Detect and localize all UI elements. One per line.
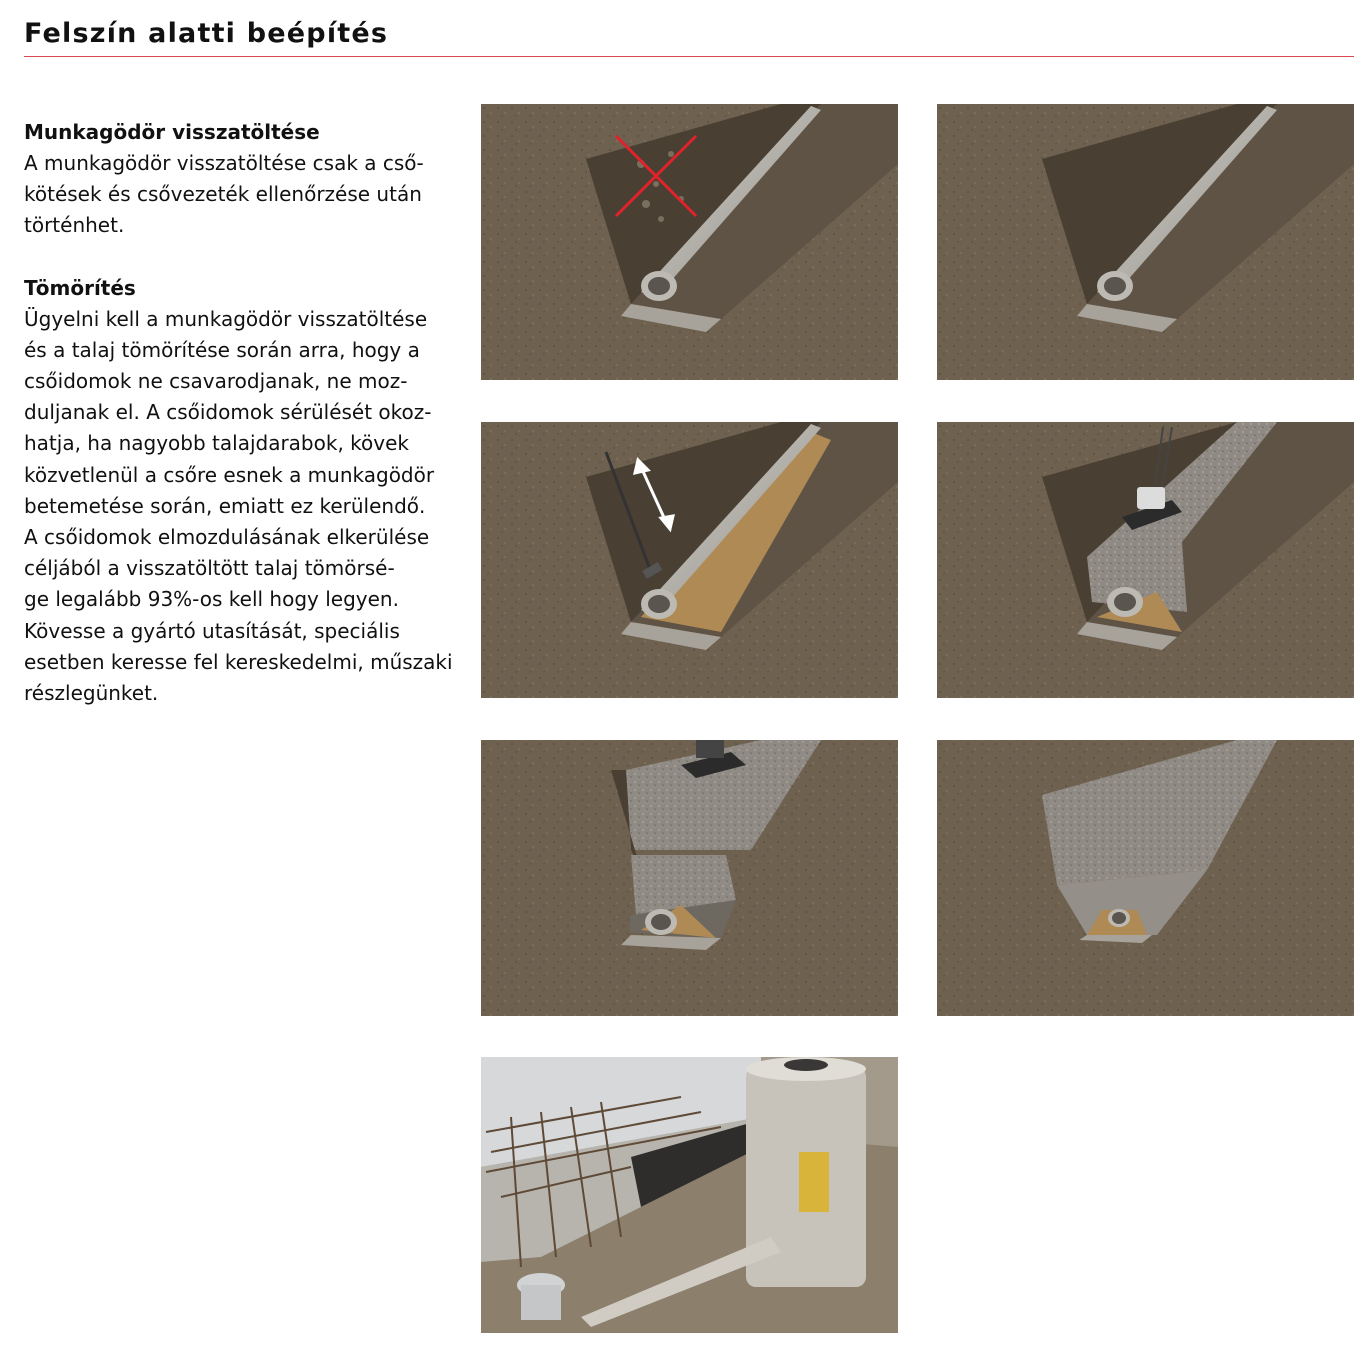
figure-pipe-bedding — [937, 104, 1354, 380]
section-heading-compaction: Tömörítés — [24, 275, 136, 300]
figure-side-compaction — [481, 422, 898, 698]
site-photo — [481, 1057, 898, 1333]
compaction-text-line: ge legalább 93%-os kell hogy legyen. — [24, 587, 399, 612]
compaction-text-line: Kövesse a gyártó utasítását, speciális — [24, 618, 400, 643]
figure-backfill-wrong — [481, 104, 898, 380]
figure-plate-compactor — [937, 422, 1354, 698]
backfill-text-line: A munkagödör visszatöltése csak a cső- — [24, 151, 424, 175]
compaction-text-line: duljanak el. A csőidomok sérülését okoz- — [24, 400, 432, 425]
compaction-text-line: részlegünket. — [24, 681, 159, 706]
compaction-text-line: Ügyelni kell a munkagödör visszatöltése — [24, 306, 428, 331]
compaction-text-line: és a talaj tömörítése során arra, hogy a — [24, 337, 420, 362]
compaction-text-line: hatja, ha nagyobb talajdarabok, kövek — [24, 431, 409, 456]
compaction-text-line: esetben keresse fel kereskedelmi, műszaki — [24, 649, 453, 674]
figure-finished-backfill — [937, 740, 1354, 1016]
text-column — [24, 117, 464, 709]
compaction-text-line: közvetlenül a csőre esnek a munkagödör — [24, 462, 435, 487]
title-divider — [24, 56, 1354, 57]
figure-layered-backfill — [481, 740, 898, 1016]
compaction-text-line: csőidomok ne csavarodjanak, ne moz- — [24, 369, 408, 394]
compaction-text-line: céljából a visszatöltött talaj tömörsé- — [24, 556, 395, 581]
page-title: Felszín alatti beépítés — [24, 18, 389, 49]
backfill-text-line: történhet. — [24, 213, 125, 238]
section-heading-backfill: Munkagödör visszatöltése — [24, 120, 320, 144]
compaction-text-line: A csőidomok elmozdulásának elkerülése — [24, 525, 430, 550]
backfill-text-line: kötések és csővezeték ellenőrzése után — [24, 182, 422, 207]
compaction-text-line: betemetése során, emiatt ez kerülendő. — [24, 493, 426, 518]
